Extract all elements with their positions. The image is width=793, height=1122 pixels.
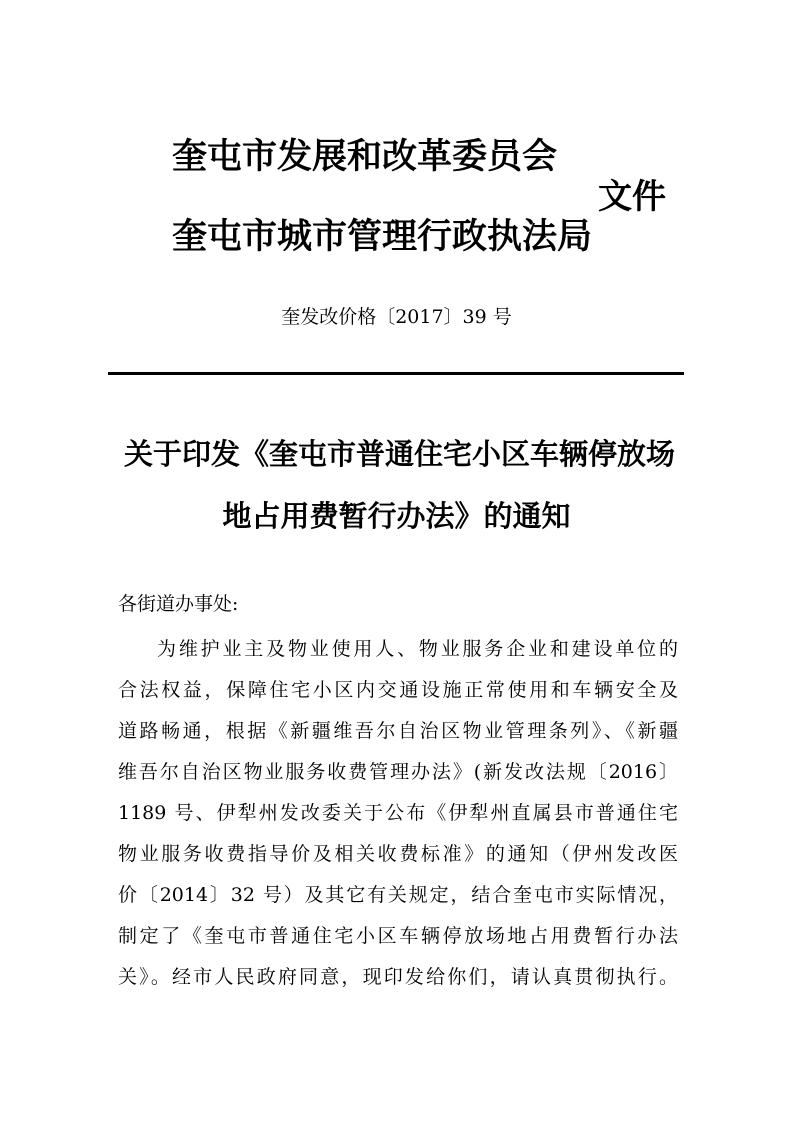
body-line: 维吾尔自治区物业服务收费管理办法》(新发改法规〔2016〕: [118, 761, 678, 783]
document-number: 奎发改价格〔2017〕39 号: [281, 306, 512, 328]
header-divider: [108, 372, 684, 375]
body-line: 道路畅通，根据《新疆维吾尔自治区物业管理条列》、《新疆: [118, 720, 678, 742]
body-line: 制定了《奎屯市普通住宅小区车辆停放场地占用费暂行办法: [118, 925, 678, 947]
salutation: 各街道办事处:: [118, 593, 239, 615]
issuing-org-2: 奎屯市城市管理行政执法局: [172, 217, 593, 257]
body-line: 物业服务收费指导价及相关收费标准》的通知（伊州发改医: [118, 843, 678, 865]
body-line: 合法权益，保障住宅小区内交通设施正常使用和车辆安全及: [118, 679, 678, 701]
body-line: 价〔2014〕32 号）及其它有关规定，结合奎屯市实际情况，: [118, 884, 678, 906]
body-line: 为维护业主及物业使用人、物业服务企业和建设单位的: [157, 638, 678, 660]
document-title-line-2: 地占用费暂行办法》的通知: [222, 499, 571, 533]
document-title-line-1: 关于印发《奎屯市普通住宅小区车辆停放场: [123, 437, 675, 471]
body-line: 1189 号、伊犁州发改委关于公布《伊犁州直属县市普通住宅: [118, 802, 678, 824]
issuing-org-1: 奎屯市发展和改革委员会: [172, 137, 558, 177]
document-type-label: 文件: [598, 177, 666, 217]
body-line: 关》。经市人民政府同意，现印发给你们，请认真贯彻执行。: [118, 966, 678, 988]
